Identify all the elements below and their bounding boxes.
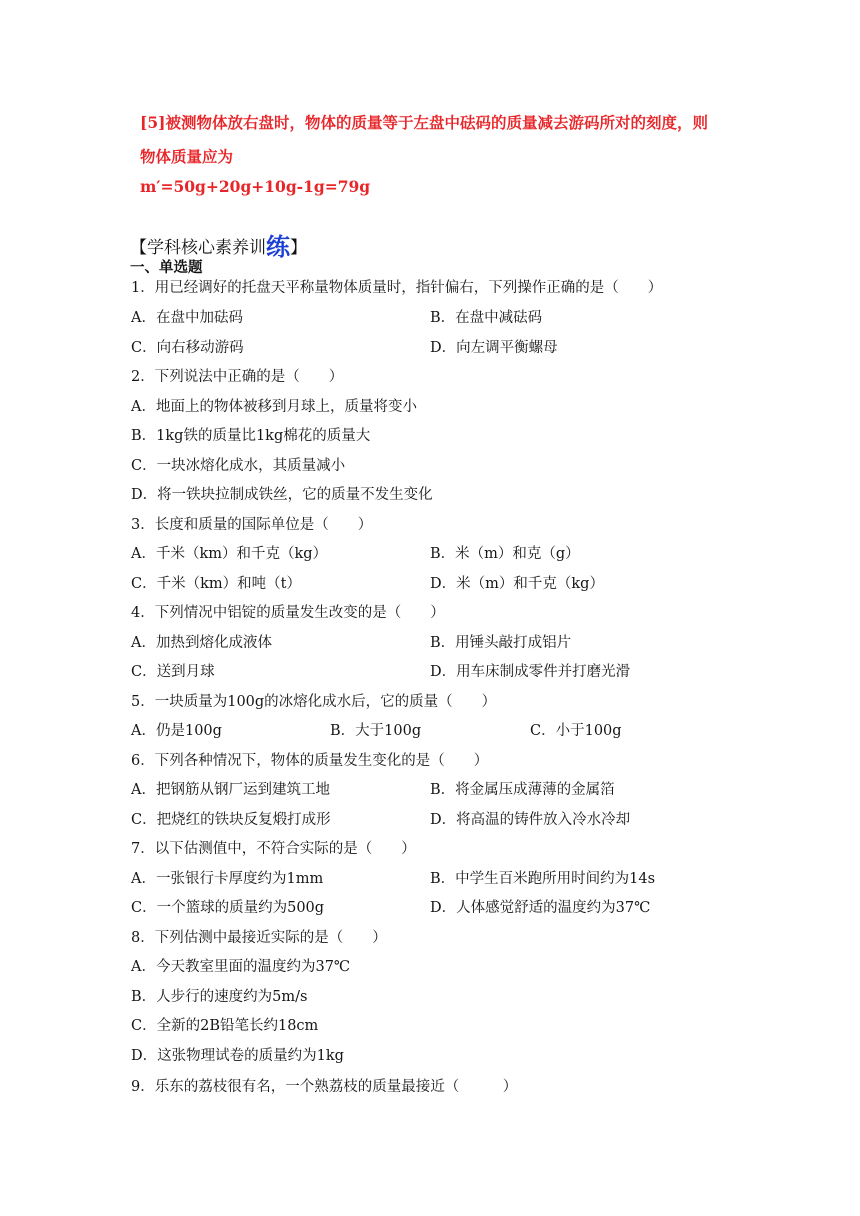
option-a: A．把钢筋从钢厂运到建筑工地 (131, 782, 330, 798)
question-stem: 4．下列情况中铝锭的质量发生改变的是（ ） (131, 605, 445, 621)
option-b: B．将金属压成薄薄的金属箔 (430, 782, 615, 798)
option-c: C．把烧红的铁块反复煅打成形 (131, 812, 331, 828)
section-heading-prefix: 【学科核心素养训 (130, 238, 266, 258)
question-stem: 6．下列各种情况下，物体的质量发生变化的是（ ） (131, 753, 489, 769)
option-d: D．用车床制成零件并打磨光滑 (430, 664, 631, 680)
question-stem: 1．用已经调好的托盘天平称量物体质量时，指针偏右，下列操作正确的是（ ） (131, 280, 663, 296)
section-heading-highlight: 练 (266, 232, 290, 261)
option-a: A．地面上的物体被移到月球上，质量将变小 (131, 399, 417, 415)
question-stem: 2．下列说法中正确的是（ ） (131, 369, 344, 385)
option-c: C．向右移动游码 (131, 340, 244, 356)
question-stem: 7．以下估测值中，不符合实际的是（ ） (131, 841, 416, 857)
option-d: D．将高温的铸件放入冷水冷却 (430, 812, 631, 828)
question-stem: 5．一块质量为100g的冰熔化成水后，它的质量（ ） (131, 694, 497, 710)
section-heading-suffix: 】 (290, 238, 307, 258)
option-b: B．在盘中减砝码 (430, 310, 543, 326)
option-b: B．米（m）和克（g） (430, 546, 580, 562)
question-stem: 8．下列估测中最接近实际的是（ ） (131, 930, 387, 946)
subsection-title: 一、单选题 (130, 259, 203, 276)
question-stem: 9．乐东的荔枝很有名，一个熟荔枝的质量最接近（ ） (131, 1079, 518, 1095)
option-b: B．用锤头敲打成铝片 (430, 635, 572, 651)
option-a: A．千米（km）和千克（kg） (131, 546, 328, 562)
option-b: B．1kg铁的质量比1kg棉花的质量大 (131, 428, 371, 444)
option-b: B．人步行的速度约为5m/s (131, 989, 308, 1005)
option-a: A．加热到熔化成液体 (131, 635, 272, 651)
option-c: C．小于100g (530, 723, 622, 739)
option-d: D．米（m）和千克（kg） (430, 576, 604, 592)
option-d: D．向左调平衡螺母 (430, 340, 558, 356)
answer-formula: m′=50g+20g+10g-1g=79g (140, 177, 371, 196)
option-b: B．中学生百米跑所用时间约为14s (430, 871, 656, 887)
option-d: D．将一铁块拉制成铁丝，它的质量不发生变化 (131, 487, 433, 503)
option-c: C．全新的2B铅笔长约18cm (131, 1018, 319, 1034)
option-a: A．仍是100g (131, 723, 222, 739)
option-c: C．送到月球 (131, 664, 215, 680)
option-c: C．一块冰熔化成水，其质量减小 (131, 458, 346, 474)
question-stem: 3．长度和质量的国际单位是（ ） (131, 517, 373, 533)
option-d: D．这张物理试卷的质量约为1kg (131, 1048, 344, 1064)
option-c: C．一个篮球的质量约为500g (131, 900, 325, 916)
option-a: A．一张银行卡厚度约为1mm (131, 871, 324, 887)
answer-line-1: [5]被测物体放右盘时，物体的质量等于左盘中砝码的质量减去游码所对的刻度，则 (140, 113, 708, 132)
option-c: C．千米（km）和吨（t） (131, 576, 301, 592)
answer-line-2: 物体质量应为 (140, 147, 234, 166)
option-a: A．今天教室里面的温度约为37℃ (131, 959, 351, 975)
option-d: D．人体感觉舒适的温度约为37℃ (430, 900, 651, 916)
option-a: A．在盘中加砝码 (131, 310, 243, 326)
option-b: B．大于100g (330, 723, 422, 739)
